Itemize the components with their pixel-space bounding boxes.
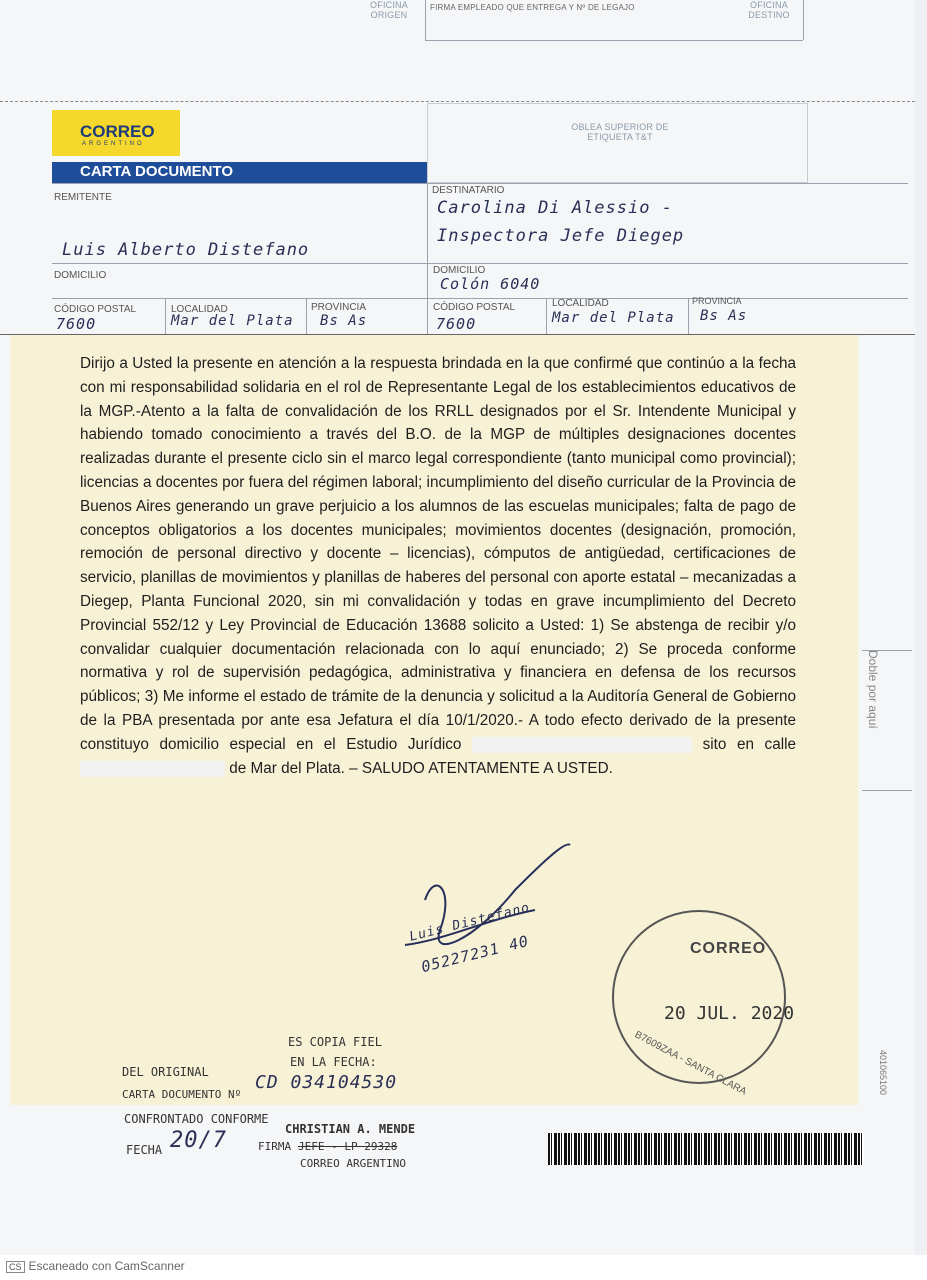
cert-officer-title: JEFE - LP 29328 (298, 1140, 398, 1153)
destinatario-provincia: Bs As (700, 308, 748, 324)
remitente-name: Luis Alberto Distefano (62, 240, 310, 260)
letter-text-part3: de Mar del Plata. – SALUDO ATENTAMENTE A USTED. (229, 759, 613, 777)
remitente-cp-label: CÓDIGO POSTAL (54, 304, 137, 315)
cert-fecha-label: FECHA (126, 1143, 163, 1157)
fold-mark (862, 790, 912, 791)
logo-subtext: ARGENTINO (82, 141, 145, 147)
redacted-street (80, 761, 225, 777)
cert-cd-number: CD 034104530 (255, 1072, 398, 1093)
stamp-top: CORREO (690, 940, 767, 957)
camscanner-text: Escaneado con CamScanner (28, 1259, 185, 1273)
cert-line1: ES COPIA FIEL (288, 1035, 382, 1049)
cert-cd-label: CARTA DOCUMENTO Nº (122, 1088, 242, 1101)
destinatario-domicilio: Colón 6040 (440, 275, 541, 293)
divider (688, 298, 689, 334)
divider (52, 298, 908, 299)
oblea-label: OBLEA SUPERIOR DE ETIQUETA T&T (571, 122, 669, 142)
cert-line2b: EN LA FECHA: (290, 1055, 377, 1069)
barcode (548, 1133, 864, 1165)
divider (425, 40, 803, 41)
divider (306, 298, 307, 334)
destinatario-label: DESTINATARIO (432, 185, 505, 196)
cert-line2a: DEL ORIGINAL (122, 1065, 209, 1079)
divider (165, 298, 166, 334)
remitente-provincia: Bs As (320, 313, 368, 329)
postmark-stamp (612, 910, 786, 1084)
stamp-date: 20 JUL. 2020 (664, 1003, 795, 1024)
redacted-name (472, 737, 692, 753)
cert-fecha-value: 20/7 (170, 1128, 227, 1153)
oblea-box (427, 103, 808, 183)
signature-name: Luis Distefano (408, 900, 532, 945)
cert-firma-label: FIRMA (258, 1140, 292, 1153)
firma-empleado-label: FIRMA EMPLEADO QUE ENTREGA Y Nº DE LEGAJO (430, 3, 635, 12)
cert-officer-name: CHRISTIAN A. MENDE (285, 1122, 416, 1136)
divider (425, 0, 426, 40)
oficina-destino-label: OFICINA DESTINO (748, 0, 790, 20)
logo-text: CORREO (80, 122, 155, 141)
destinatario-name-line2: Inspectora Jefe Diegep (437, 226, 685, 246)
destinatario-cp-label: CÓDIGO POSTAL (433, 302, 516, 313)
destinatario-cp: 7600 (436, 315, 477, 333)
divider (546, 298, 547, 334)
destinatario-domicilio-label: DOMICILIO (433, 265, 486, 276)
doc-type-title: CARTA DOCUMENTO (80, 163, 234, 180)
fold-hint: Doble por aquí (866, 650, 880, 729)
letter-text-part1: Dirijo a Usted la presente en atención a la respuesta brindada en la que confirmé que continúo a la fecha con mi responsabilidad solidaria en el rol de Representante Legal de los establecimientos educativos de la MGP.-Atento a la falta de convalidación de los RRLL designados por el Sr. Intendente Municipal y habiendo tomado conocimiento a través del B.O. de la MGP de múltiples designaciones docentes realizadas durante el presente ciclo sin el marco legal correspondiente (tanto municipal como provincial); licencias a docentes por fuera del régimen laboral; incumplimiento del diseño curricular de la Provincia de Buenos Aires generando un grave perjuicio a los alumnos de las escuelas municipales; falta de pago de conceptos obligatorios a los docentes municipales; movimientos docentes (designación, promoción, remoción de personal directivo y docente – licencias), cómputos de antigüedad, certificaciones de servicio, planillas de movimientos y planillas de haberes del personal con aporte estatal – mecanizadas a Diegep, Planta Funcional 2020, sin mi convalidación y todas en grave incumplimiento del Decreto Provincial 552/12 y Ley Provincial de Educación 13688 solicito a Usted: 1) Se abstenga de recibir y/o convalidar cualquier documentación relacionada con lo aquí enunciado; 2) Se proceda conforme normativa y rol de supervisión pedagógica, administrativa y financiera en defensa de los recursos públicos; 3) Me informe el estado de trámite de la denuncia y solicitud a la Auditoría General de Gobierno de la PBA presentada por ante esa Jefatura el día 10/1/2020.- A todo efecto derivado de la presente constituyo domicilio especial en el Estudio Jurídico (80, 355, 796, 753)
divider (52, 263, 908, 264)
remitente-cp: 7600 (56, 315, 97, 333)
signature-number: 05227231 40 (419, 931, 531, 977)
letter-body (80, 352, 796, 780)
remitente-domicilio-label: DOMICILIO (54, 270, 107, 281)
divider (52, 183, 908, 184)
destinatario-name-line1: Carolina Di Alessio - (437, 198, 673, 218)
destinatario-localidad-label: LOCALIDAD (552, 298, 609, 309)
remitente-label: REMITENTE (54, 192, 112, 203)
redacted-address (60, 286, 250, 296)
remitente-localidad: Mar del Plata (171, 313, 294, 329)
serial-number: 401065100 (878, 1050, 888, 1096)
camscanner-icon: CS (6, 1261, 25, 1273)
cut-line (0, 101, 915, 102)
letter-text-part2: sito en calle (702, 735, 797, 753)
cert-line4: CONFRONTADO CONFORME (124, 1112, 269, 1126)
stamp-bottom: B7609ZAA - SANTA CLARA (632, 1029, 749, 1098)
divider (803, 0, 804, 40)
oficina-origen-label: OFICINA ORIGEN (370, 0, 408, 20)
destinatario-localidad: Mar del Plata (552, 310, 675, 326)
remitente-provincia-label: PROVINCIA (311, 302, 367, 313)
divider (427, 183, 428, 335)
camscanner-watermark (6, 1259, 185, 1273)
destinatario-provincia-label: PROVINCIA (692, 296, 742, 306)
cert-org: CORREO ARGENTINO (300, 1157, 406, 1170)
remitente-localidad-label: LOCALIDAD (171, 304, 228, 315)
